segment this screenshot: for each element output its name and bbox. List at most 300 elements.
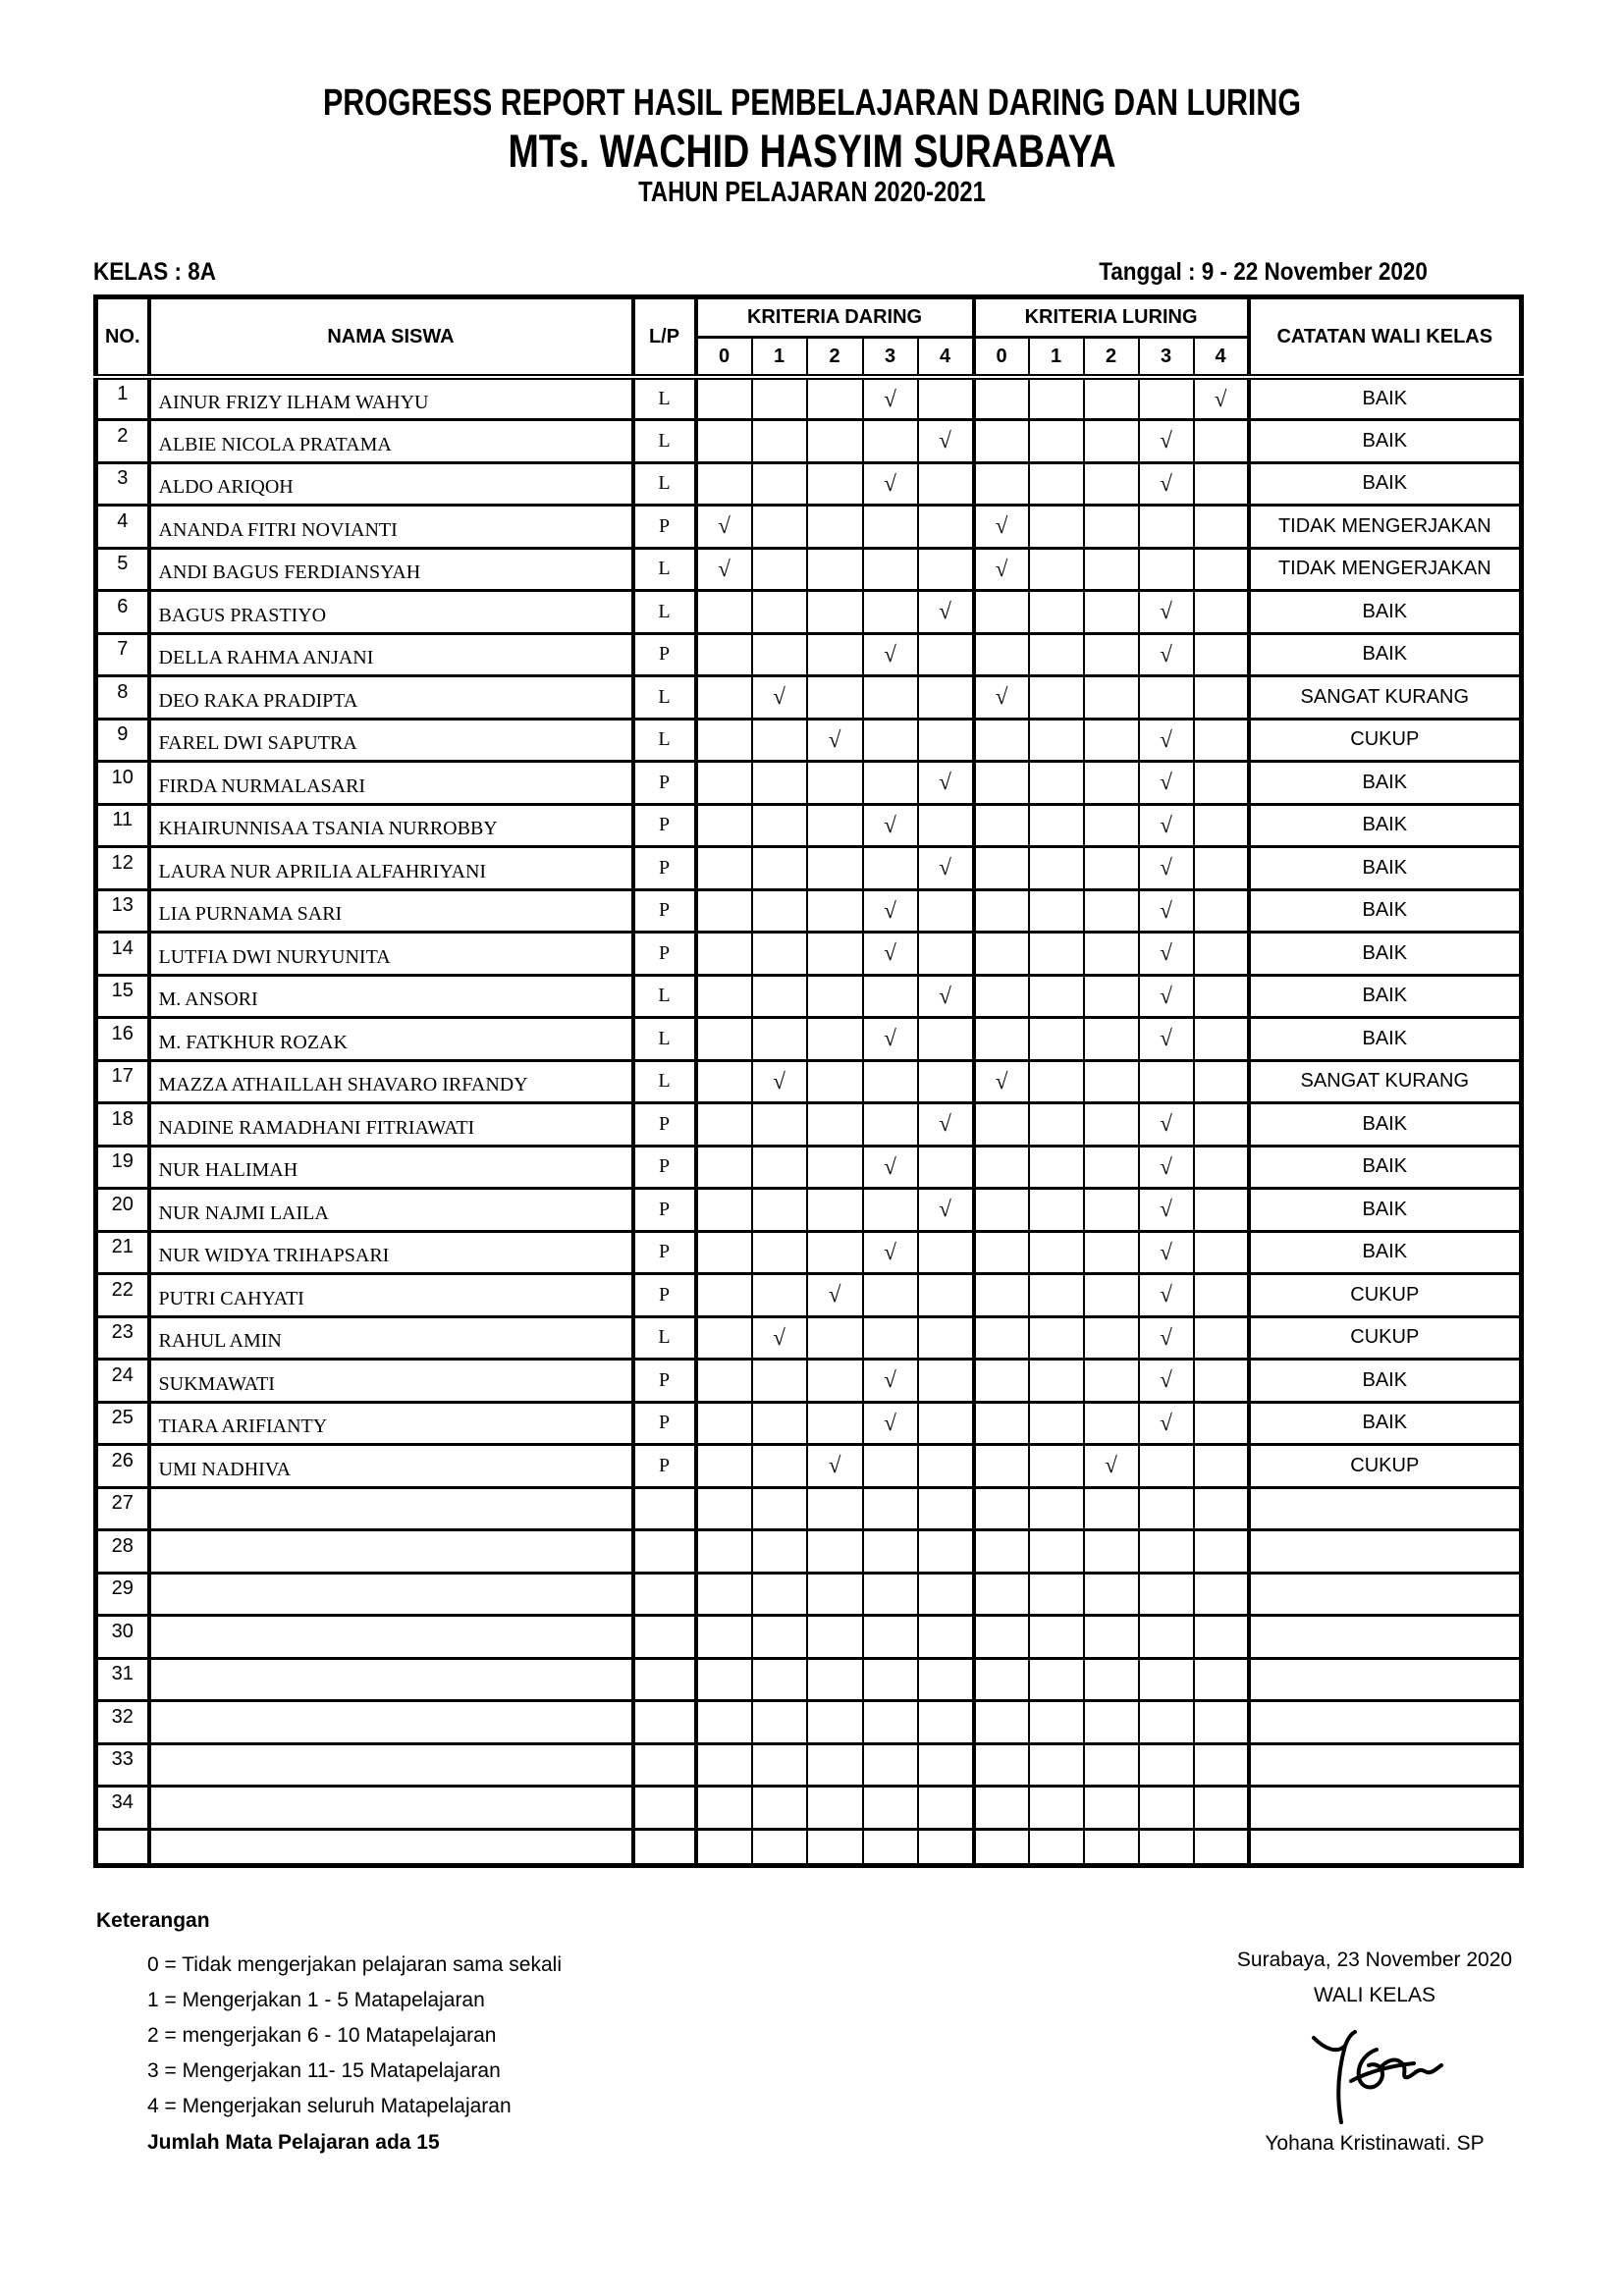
luring-check-cell-1 (1029, 633, 1084, 676)
daring-check-cell-2 (807, 1743, 863, 1787)
student-name-cell: RAHUL AMIN (149, 1316, 633, 1360)
daring-check-cell-2 (807, 1487, 863, 1530)
class-label: KELAS : 8A (93, 258, 217, 286)
student-name-cell: NUR HALIMAH (149, 1146, 633, 1189)
student-name-cell: LUTFIA DWI NURYUNITA (149, 933, 633, 976)
daring-check-cell-1 (752, 975, 807, 1018)
row-number-cell: 27 (96, 1487, 149, 1530)
luring-check-cell-1 (1029, 1146, 1084, 1189)
note-cell: BAIK (1249, 377, 1522, 420)
luring-check-cell-3: √ (1139, 633, 1194, 676)
luring-check-cell-3: √ (1139, 719, 1194, 762)
daring-check-cell-1 (752, 1487, 807, 1530)
note-cell: BAIK (1249, 975, 1522, 1018)
row-number-cell: 28 (96, 1530, 149, 1574)
daring-check-cell-0 (696, 719, 752, 762)
luring-check-cell-0 (974, 1487, 1029, 1530)
student-name-cell: TIARA ARIFIANTY (149, 1402, 633, 1445)
daring-check-cell-3 (863, 1445, 918, 1488)
luring-check-cell-2 (1084, 1274, 1139, 1317)
luring-check-cell-4 (1194, 1445, 1249, 1488)
daring-check-cell-4 (918, 889, 974, 933)
daring-check-cell-3 (863, 847, 918, 890)
daring-check-cell-2: √ (807, 1274, 863, 1317)
luring-check-cell-4 (1194, 1487, 1249, 1530)
header-luring-3: 3 (1139, 338, 1194, 378)
daring-check-cell-1 (752, 1402, 807, 1445)
note-cell: BAIK (1249, 633, 1522, 676)
daring-check-cell-0 (696, 1787, 752, 1830)
gender-cell: P (633, 633, 696, 676)
daring-check-cell-0 (696, 1274, 752, 1317)
header-daring-0: 0 (696, 338, 752, 378)
student-name-cell (149, 1743, 633, 1787)
luring-check-cell-1 (1029, 1530, 1084, 1574)
gender-cell: L (633, 1018, 696, 1061)
luring-check-cell-1 (1029, 377, 1084, 420)
student-name-cell (149, 1487, 633, 1530)
daring-check-cell-1 (752, 847, 807, 890)
daring-check-cell-4 (918, 1787, 974, 1830)
daring-check-cell-1 (752, 719, 807, 762)
note-cell: BAIK (1249, 1360, 1522, 1403)
daring-check-cell-1 (752, 1658, 807, 1701)
luring-check-cell-3 (1139, 377, 1194, 420)
student-name-cell (149, 1530, 633, 1574)
gender-cell: P (633, 506, 696, 549)
daring-check-cell-4 (918, 1402, 974, 1445)
daring-check-cell-3: √ (863, 804, 918, 847)
luring-check-cell-3: √ (1139, 1316, 1194, 1360)
legend-item-3: 3 = Mengerjakan 11- 15 Matapelajaran (147, 2059, 501, 2082)
student-name-cell: ANDI BAGUS FERDIANSYAH (149, 548, 633, 591)
daring-check-cell-0 (696, 1829, 752, 1865)
daring-check-cell-0 (696, 1146, 752, 1189)
luring-check-cell-2 (1084, 1530, 1139, 1574)
gender-cell: P (633, 1445, 696, 1488)
daring-check-cell-2 (807, 1701, 863, 1744)
table-row (96, 1018, 1522, 1061)
student-name-cell: DELLA RAHMA ANJANI (149, 633, 633, 676)
daring-check-cell-1 (752, 1743, 807, 1787)
luring-check-cell-2 (1084, 1787, 1139, 1830)
luring-check-cell-1 (1029, 1060, 1084, 1103)
table-row (96, 1487, 1522, 1530)
note-cell: TIDAK MENGERJAKAN (1249, 548, 1522, 591)
table-row (96, 548, 1522, 591)
table-row (96, 591, 1522, 634)
luring-check-cell-0 (974, 975, 1029, 1018)
row-number-cell: 19 (96, 1146, 149, 1189)
luring-check-cell-4 (1194, 1402, 1249, 1445)
daring-check-cell-0 (696, 1402, 752, 1445)
luring-check-cell-1 (1029, 548, 1084, 591)
row-number-cell: 26 (96, 1445, 149, 1488)
daring-check-cell-0 (696, 762, 752, 805)
gender-cell: P (633, 1402, 696, 1445)
header-nama-siswa: NAMA SISWA (149, 297, 633, 378)
student-name-cell: BAGUS PRASTIYO (149, 591, 633, 634)
row-number-cell: 2 (96, 420, 149, 463)
daring-check-cell-4: √ (918, 591, 974, 634)
gender-cell (633, 1787, 696, 1830)
luring-check-cell-4 (1194, 420, 1249, 463)
luring-check-cell-0 (974, 1616, 1029, 1659)
luring-check-cell-4 (1194, 1530, 1249, 1574)
luring-check-cell-3: √ (1139, 1103, 1194, 1147)
luring-check-cell-3 (1139, 1743, 1194, 1787)
row-number-cell: 25 (96, 1402, 149, 1445)
daring-check-cell-4 (918, 1316, 974, 1360)
daring-check-cell-1 (752, 506, 807, 549)
daring-check-cell-2 (807, 804, 863, 847)
luring-check-cell-3 (1139, 1658, 1194, 1701)
daring-check-cell-1 (752, 804, 807, 847)
luring-check-cell-0 (974, 1189, 1029, 1232)
luring-check-cell-3: √ (1139, 847, 1194, 890)
gender-cell: P (633, 1231, 696, 1274)
luring-check-cell-3: √ (1139, 1231, 1194, 1274)
luring-check-cell-0 (974, 1360, 1029, 1403)
table-row (96, 719, 1522, 762)
gender-cell: P (633, 1103, 696, 1147)
luring-check-cell-2 (1084, 1103, 1139, 1147)
daring-check-cell-4 (918, 1231, 974, 1274)
daring-check-cell-2 (807, 377, 863, 420)
student-name-cell: DEO RAKA PRADIPTA (149, 676, 633, 720)
luring-check-cell-1 (1029, 1701, 1084, 1744)
daring-check-cell-4 (918, 377, 974, 420)
row-number-cell: 14 (96, 933, 149, 976)
gender-cell: L (633, 462, 696, 506)
row-number-cell: 32 (96, 1701, 149, 1744)
daring-check-cell-1 (752, 1103, 807, 1147)
luring-check-cell-0 (974, 933, 1029, 976)
student-name-cell: LIA PURNAMA SARI (149, 889, 633, 933)
row-number-cell: 8 (96, 676, 149, 720)
student-name-cell (149, 1829, 633, 1865)
gender-cell: L (633, 719, 696, 762)
luring-check-cell-4 (1194, 804, 1249, 847)
header-kriteria-daring: KRITERIA DARING (696, 297, 974, 338)
table-row (96, 1360, 1522, 1403)
luring-check-cell-3 (1139, 1829, 1194, 1865)
daring-check-cell-2 (807, 1103, 863, 1147)
daring-check-cell-4 (918, 933, 974, 976)
note-cell: BAIK (1249, 591, 1522, 634)
note-cell: TIDAK MENGERJAKAN (1249, 506, 1522, 549)
student-name-cell: ALDO ARIQOH (149, 462, 633, 506)
daring-check-cell-0 (696, 1018, 752, 1061)
signature-image (1286, 2020, 1463, 2130)
luring-check-cell-4: √ (1194, 377, 1249, 420)
signature-city-date: Surabaya, 23 November 2020 (1236, 1949, 1513, 1971)
daring-check-cell-2 (807, 1231, 863, 1274)
gender-cell: P (633, 1360, 696, 1403)
daring-check-cell-4 (918, 462, 974, 506)
daring-check-cell-3: √ (863, 633, 918, 676)
luring-check-cell-3: √ (1139, 975, 1194, 1018)
luring-check-cell-2 (1084, 804, 1139, 847)
daring-check-cell-0 (696, 933, 752, 976)
daring-check-cell-2 (807, 1060, 863, 1103)
gender-cell (633, 1573, 696, 1616)
luring-check-cell-3 (1139, 1530, 1194, 1574)
daring-check-cell-1 (752, 1360, 807, 1403)
daring-check-cell-3 (863, 1787, 918, 1830)
daring-check-cell-1 (752, 1829, 807, 1865)
luring-check-cell-4 (1194, 1060, 1249, 1103)
luring-check-cell-4 (1194, 1743, 1249, 1787)
daring-check-cell-2 (807, 889, 863, 933)
daring-check-cell-0 (696, 1487, 752, 1530)
luring-check-cell-2 (1084, 1018, 1139, 1061)
daring-check-cell-4 (918, 804, 974, 847)
luring-check-cell-4 (1194, 719, 1249, 762)
luring-check-cell-1 (1029, 975, 1084, 1018)
daring-check-cell-3 (863, 1743, 918, 1787)
daring-check-cell-0: √ (696, 506, 752, 549)
table-row (96, 1616, 1522, 1659)
daring-check-cell-0 (696, 377, 752, 420)
luring-check-cell-2 (1084, 1743, 1139, 1787)
luring-check-cell-2 (1084, 548, 1139, 591)
daring-check-cell-0 (696, 633, 752, 676)
luring-check-cell-2: √ (1084, 1445, 1139, 1488)
daring-check-cell-4 (918, 1360, 974, 1403)
table-row (96, 1231, 1522, 1274)
table-row (96, 1316, 1522, 1360)
luring-check-cell-3: √ (1139, 1189, 1194, 1232)
luring-check-cell-3: √ (1139, 1018, 1194, 1061)
note-cell (1249, 1658, 1522, 1701)
student-name-cell (149, 1573, 633, 1616)
luring-check-cell-4 (1194, 1360, 1249, 1403)
row-number-cell: 15 (96, 975, 149, 1018)
student-name-cell: AINUR FRIZY ILHAM WAHYU (149, 377, 633, 420)
daring-check-cell-3 (863, 1530, 918, 1574)
daring-check-cell-0: √ (696, 548, 752, 591)
luring-check-cell-1 (1029, 1616, 1084, 1659)
row-number-cell: 20 (96, 1189, 149, 1232)
note-cell: BAIK (1249, 420, 1522, 463)
header-lp: L/P (633, 297, 696, 378)
luring-check-cell-2 (1084, 975, 1139, 1018)
student-name-cell: NUR NAJMI LAILA (149, 1189, 633, 1232)
daring-check-cell-4: √ (918, 1103, 974, 1147)
note-cell: BAIK (1249, 804, 1522, 847)
daring-check-cell-2 (807, 1787, 863, 1830)
luring-check-cell-3 (1139, 1616, 1194, 1659)
daring-check-cell-1 (752, 1616, 807, 1659)
gender-cell: P (633, 1189, 696, 1232)
luring-check-cell-0 (974, 847, 1029, 890)
daring-check-cell-1: √ (752, 676, 807, 720)
luring-check-cell-1 (1029, 420, 1084, 463)
daring-check-cell-4: √ (918, 847, 974, 890)
luring-check-cell-4 (1194, 1316, 1249, 1360)
gender-cell: P (633, 889, 696, 933)
daring-check-cell-3 (863, 420, 918, 463)
note-cell: CUKUP (1249, 719, 1522, 762)
legend-heading: Keterangan (96, 1909, 210, 1932)
daring-check-cell-4 (918, 719, 974, 762)
daring-check-cell-0 (696, 1573, 752, 1616)
luring-check-cell-3: √ (1139, 462, 1194, 506)
daring-check-cell-0 (696, 1445, 752, 1488)
daring-check-cell-1 (752, 1189, 807, 1232)
luring-check-cell-2 (1084, 420, 1139, 463)
luring-check-cell-3: √ (1139, 420, 1194, 463)
signature-role: WALI KELAS (1313, 1984, 1436, 2006)
luring-check-cell-3 (1139, 1573, 1194, 1616)
daring-check-cell-0 (696, 1316, 752, 1360)
luring-check-cell-3: √ (1139, 591, 1194, 634)
daring-check-cell-3: √ (863, 1402, 918, 1445)
luring-check-cell-1 (1029, 1189, 1084, 1232)
daring-check-cell-3 (863, 1829, 918, 1865)
luring-check-cell-2 (1084, 633, 1139, 676)
luring-check-cell-3 (1139, 1445, 1194, 1488)
legend-item-4: 4 = Mengerjakan seluruh Matapelajaran (147, 2095, 512, 2117)
luring-check-cell-4 (1194, 1231, 1249, 1274)
luring-check-cell-3: √ (1139, 933, 1194, 976)
daring-check-cell-1 (752, 1231, 807, 1274)
student-name-cell: ANANDA FITRI NOVIANTI (149, 506, 633, 549)
luring-check-cell-2 (1084, 591, 1139, 634)
luring-check-cell-4 (1194, 975, 1249, 1018)
daring-check-cell-4 (918, 1060, 974, 1103)
luring-check-cell-1 (1029, 1018, 1084, 1061)
luring-check-cell-3 (1139, 1701, 1194, 1744)
row-number-cell: 1 (96, 377, 149, 420)
daring-check-cell-1 (752, 1274, 807, 1317)
daring-check-cell-4 (918, 1829, 974, 1865)
daring-check-cell-4 (918, 1658, 974, 1701)
gender-cell (633, 1616, 696, 1659)
student-name-cell: MAZZA ATHAILLAH SHAVARO IRFANDY (149, 1060, 633, 1103)
daring-check-cell-1 (752, 889, 807, 933)
daring-check-cell-2 (807, 506, 863, 549)
note-cell: BAIK (1249, 1018, 1522, 1061)
daring-check-cell-2 (807, 676, 863, 720)
row-number-cell (96, 1829, 149, 1865)
row-number-cell: 18 (96, 1103, 149, 1147)
table-row (96, 1189, 1522, 1232)
daring-check-cell-2 (807, 1360, 863, 1403)
student-table-body (96, 377, 1522, 1865)
daring-check-cell-3: √ (863, 462, 918, 506)
luring-check-cell-1 (1029, 1103, 1084, 1147)
student-name-cell: KHAIRUNNISAA TSANIA NURROBBY (149, 804, 633, 847)
luring-check-cell-0 (974, 1787, 1029, 1830)
header-daring-4: 4 (918, 338, 974, 378)
luring-check-cell-1 (1029, 506, 1084, 549)
gender-cell: L (633, 1316, 696, 1360)
daring-check-cell-1 (752, 1530, 807, 1574)
luring-check-cell-2 (1084, 1231, 1139, 1274)
gender-cell (633, 1487, 696, 1530)
luring-check-cell-3: √ (1139, 1360, 1194, 1403)
row-number-cell: 10 (96, 762, 149, 805)
table-row (96, 462, 1522, 506)
luring-check-cell-2 (1084, 847, 1139, 890)
luring-check-cell-0: √ (974, 506, 1029, 549)
luring-check-cell-3: √ (1139, 1274, 1194, 1317)
daring-check-cell-2 (807, 1829, 863, 1865)
luring-check-cell-0 (974, 1530, 1029, 1574)
daring-check-cell-2 (807, 975, 863, 1018)
note-cell: BAIK (1249, 847, 1522, 890)
table-row (96, 377, 1522, 420)
luring-check-cell-0 (974, 1103, 1029, 1147)
daring-check-cell-0 (696, 1060, 752, 1103)
note-cell: CUKUP (1249, 1274, 1522, 1317)
luring-check-cell-1 (1029, 676, 1084, 720)
header-daring-3: 3 (863, 338, 918, 378)
report-title: PROGRESS REPORT HASIL PEMBELAJARAN DARING DAN LURING (323, 82, 1301, 124)
daring-check-cell-3 (863, 1060, 918, 1103)
luring-check-cell-3 (1139, 676, 1194, 720)
luring-check-cell-4 (1194, 633, 1249, 676)
luring-check-cell-1 (1029, 762, 1084, 805)
luring-check-cell-1 (1029, 847, 1084, 890)
luring-check-cell-4 (1194, 548, 1249, 591)
note-cell: BAIK (1249, 1189, 1522, 1232)
student-name-cell: NADINE RAMADHANI FITRIAWATI (149, 1103, 633, 1147)
student-name-cell: PUTRI CAHYATI (149, 1274, 633, 1317)
luring-check-cell-1 (1029, 1787, 1084, 1830)
gender-cell: L (633, 975, 696, 1018)
luring-check-cell-2 (1084, 1658, 1139, 1701)
daring-check-cell-0 (696, 1743, 752, 1787)
table-row (96, 1787, 1522, 1830)
daring-check-cell-0 (696, 889, 752, 933)
row-number-cell: 30 (96, 1616, 149, 1659)
school-name: MTs. WACHID HASYIM SURABAYA (508, 125, 1116, 177)
gender-cell: P (633, 847, 696, 890)
luring-check-cell-0: √ (974, 548, 1029, 591)
daring-check-cell-1 (752, 1701, 807, 1744)
luring-check-cell-3: √ (1139, 804, 1194, 847)
note-cell (1249, 1573, 1522, 1616)
table-row (96, 1445, 1522, 1488)
daring-check-cell-2 (807, 462, 863, 506)
luring-check-cell-0 (974, 591, 1029, 634)
luring-check-cell-2 (1084, 933, 1139, 976)
daring-check-cell-3: √ (863, 889, 918, 933)
luring-check-cell-2 (1084, 1701, 1139, 1744)
daring-check-cell-3 (863, 975, 918, 1018)
gender-cell: P (633, 1274, 696, 1317)
daring-check-cell-2 (807, 591, 863, 634)
daring-check-cell-4 (918, 1274, 974, 1317)
luring-check-cell-1 (1029, 1231, 1084, 1274)
row-number-cell: 12 (96, 847, 149, 890)
daring-check-cell-3 (863, 548, 918, 591)
luring-check-cell-0 (974, 889, 1029, 933)
daring-check-cell-0 (696, 1616, 752, 1659)
daring-check-cell-4 (918, 676, 974, 720)
luring-check-cell-3 (1139, 506, 1194, 549)
luring-check-cell-1 (1029, 462, 1084, 506)
daring-check-cell-3 (863, 506, 918, 549)
note-cell: BAIK (1249, 933, 1522, 976)
date-range-label: Tanggal : 9 - 22 November 2020 (1099, 258, 1428, 286)
daring-check-cell-4: √ (918, 1189, 974, 1232)
table-row (96, 975, 1522, 1018)
daring-check-cell-1 (752, 633, 807, 676)
